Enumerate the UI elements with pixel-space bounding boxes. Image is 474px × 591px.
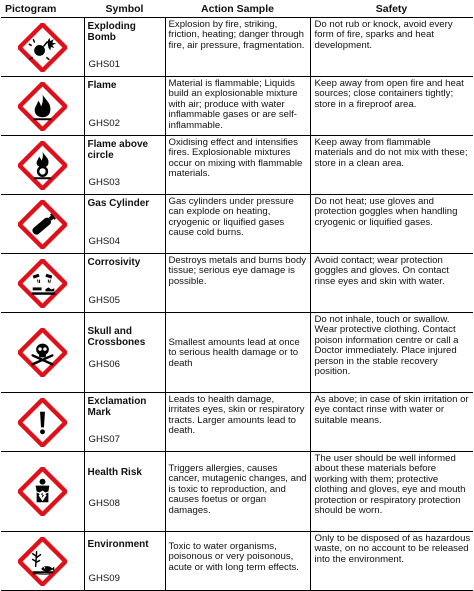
table-row <box>1 195 473 254</box>
symbol-cell <box>84 195 165 254</box>
action-cell: Material is flammable; Liquids build an explosionable mixture with air; produce with water inflammable gases or are self-inflammable. <box>165 77 310 136</box>
symbol-cell <box>84 393 165 452</box>
table-row <box>1 393 473 452</box>
symbol-name: Skull and Crossbones <box>87 326 146 348</box>
safety-cell: Keep away from flammable materials and do not mix with these; store in a clean area. <box>310 136 473 195</box>
symbol-cell <box>84 77 165 136</box>
table-row <box>1 254 473 313</box>
action-cell: Toxic to water organisms, poisonous or very poisonous, acute or with long term effects. <box>165 532 310 591</box>
safety-header: Safety <box>310 1 473 18</box>
action-cell: Smallest amounts lead at once to serious health damage or to death <box>165 313 310 393</box>
ghs-code: GHS07 <box>88 433 120 445</box>
table-row <box>1 136 473 195</box>
action-cell: Oxidising effect and intensifies fires. Explosionable mixtures occur on mixing with flammable materials. <box>165 136 310 195</box>
symbol-name: Exclamation Mark <box>87 396 147 418</box>
action-cell: Gas cylinders under pressure can explode on heating, cryogenic or liquified gases cause cold burns. <box>165 195 310 254</box>
header-row <box>1 1 473 18</box>
safety-cell: The user should be well informed about these materials before working with them; protective clothing and gloves, eye and mouth protection or respiratory protection should be worn. <box>310 452 473 532</box>
safety-cell: As above; in case of skin irritation or eye contact rinse with water or suitable means. <box>310 393 473 452</box>
symbol-cell <box>84 18 165 77</box>
ghs-code: GHS04 <box>88 235 120 247</box>
exploding-bomb-icon <box>18 23 67 72</box>
ghs-code: GHS06 <box>88 358 120 370</box>
flame-icon <box>18 82 67 131</box>
action-cell: Explosion by fire, striking, friction, heating; danger through fire, air pressure, fragmentation. <box>165 18 310 77</box>
environment-icon <box>18 537 67 586</box>
table-row <box>1 77 473 136</box>
symbol-cell <box>84 313 165 393</box>
safety-cell: Only to be disposed of as hazardous waste, on no account to be released into the environment. <box>310 532 473 591</box>
table-row <box>1 452 473 532</box>
health-hazard-icon <box>18 467 67 516</box>
safety-cell: Do not inhale, touch or swallow. Wear protective clothing. Contact poison information centre or call a Doctor immediately. Place injured person in the stable recovery position. <box>310 313 473 393</box>
ghs-code: GHS08 <box>88 497 120 509</box>
symbol-name: Exploding Bomb <box>87 21 136 43</box>
safety-cell: Do not heat; use gloves and protection goggles when handling cryogenic or liquified gases. <box>310 195 473 254</box>
symbol-cell <box>84 532 165 591</box>
action-cell: Triggers allergies, causes cancer, mutagenic changes, and is toxic to reproduction, and causes foetus or organ damages. <box>165 452 310 532</box>
symbol-name: Environment <box>87 539 149 550</box>
pictogram-header: Pictogram <box>1 1 84 18</box>
corrosion-icon <box>18 259 67 308</box>
skull-crossbones-icon <box>18 328 67 377</box>
action-cell: Leads to health damage, irritates eyes, skin or respiratory tracts. Larger amounts lead to death. <box>165 393 310 452</box>
symbol-name: Corrosivity <box>87 257 141 268</box>
gas-cylinder-icon <box>18 200 67 249</box>
ghs-code: GHS01 <box>88 58 120 70</box>
ghs-hazard-table <box>1 1 473 591</box>
ghs-code: GHS03 <box>88 176 120 188</box>
pictogram-cell <box>1 136 84 195</box>
pictogram-cell <box>1 452 84 532</box>
safety-cell: Avoid contact; wear protection goggles and gloves. On contact rinse eyes and skin with water. <box>310 254 473 313</box>
symbol-name: Flame above circle <box>87 139 149 161</box>
symbol-cell <box>84 452 165 532</box>
pictogram-cell <box>1 532 84 591</box>
action-header: Action Sample <box>165 1 310 18</box>
symbol-name: Health Risk <box>87 467 142 478</box>
symbol-header: Symbol <box>84 1 165 18</box>
pictogram-cell <box>1 18 84 77</box>
pictogram-cell <box>1 393 84 452</box>
pictogram-cell <box>1 195 84 254</box>
safety-cell: Keep away from open fire and heat sources; close containers tightly; store in a fireproof area. <box>310 77 473 136</box>
exclamation-mark-icon <box>18 398 67 447</box>
ghs-code: GHS02 <box>88 117 120 129</box>
action-cell: Destroys metals and burns body tissue; serious eye damage is possible. <box>165 254 310 313</box>
symbol-name: Gas Cylinder <box>87 198 150 209</box>
symbol-cell <box>84 254 165 313</box>
ghs-code: GHS09 <box>88 572 120 584</box>
pictogram-cell <box>1 313 84 393</box>
table-row <box>1 313 473 393</box>
flame-over-circle-icon <box>18 141 67 190</box>
pictogram-cell <box>1 77 84 136</box>
pictogram-cell <box>1 254 84 313</box>
symbol-cell <box>84 136 165 195</box>
table-row <box>1 532 473 591</box>
ghs-code: GHS05 <box>88 294 120 306</box>
table-row <box>1 18 473 77</box>
safety-cell: Do not rub or knock, avoid every form of fire, sparks and heat development. <box>310 18 473 77</box>
symbol-name: Flame <box>87 80 117 91</box>
